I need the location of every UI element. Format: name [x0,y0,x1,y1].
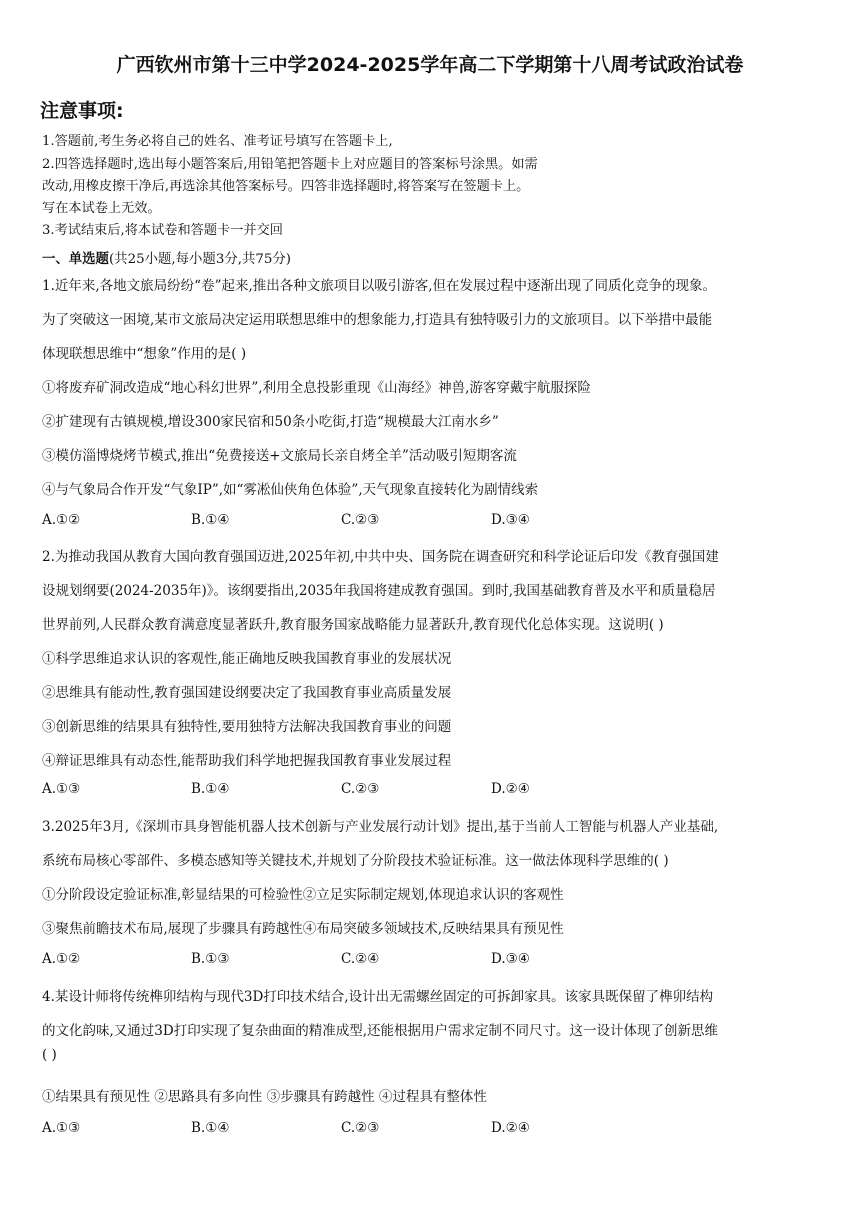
option-c: C.②④ [341,951,380,967]
option-b: B.①③ [191,951,230,967]
option-c: C.②③ [341,781,380,797]
question-item: ③创新思维的结果具有独特性,要用独特方法解决我国教育事业的问题 [42,719,452,735]
section-desc: (共25小题,每小题3分,共75分) [108,252,292,267]
question-stem-line: ( ) [42,1047,57,1063]
notice-line: 3.考试结束后,将本试卷和答题卡一并交回 [42,223,283,238]
option-d: D.③④ [491,951,530,967]
notice-line: 1.答题前,考生务必将自己的姓名、准考证号填写在答题卡上, [42,134,393,149]
option-b: B.①④ [191,781,230,797]
question-item: ①将废弃矿洞改造成“地心科幻世界”,利用全息投影重现《山海经》神兽,游客穿戴宇航服探险 [42,380,591,396]
question-stem-line: 2.为推动我国从教育大国向教育强国迈进,2025年初,中共中央、国务院在调查研究和科学论证后印发《教育强国建 [42,549,719,565]
question-item: ④辩证思维具有动态性,能帮助我们科学地把握我国教育事业发展过程 [42,753,452,769]
question-item: ②扩建现有古镇规模,增设300家民宿和50条小吃街,打造“规模最大江南水乡” [42,414,499,430]
question-item: ③聚焦前瞻技术布局,展现了步骤具有跨越性④布局突破多领域技术,反映结果具有预见性 [42,921,564,937]
notice-line: 写在本试卷上无效。 [42,201,161,216]
question-stem-line: 的文化韵味,又通过3D打印实现了复杂曲面的精准成型,还能根据用户需求定制不同尺寸。这一设计体现了创新思维 [42,1023,718,1039]
section-heading [42,248,291,267]
option-c: C.②③ [341,512,380,528]
option-a: A.①② [42,512,81,528]
option-c: C.②③ [341,1120,380,1136]
option-a: A.①③ [42,781,81,797]
option-b: B.①④ [191,512,230,528]
question-stem-line: 系统布局核心零部件、多模态感知等关键技术,并规划了分阶段技术验证标准。这一做法体现科学思维的( ) [42,853,669,869]
question-stem-line: 体现联想思维中“想象”作用的是( ) [42,346,247,362]
option-d: D.②④ [491,1120,530,1136]
section-name: 一、单选题 [42,252,109,267]
notice-heading: 注意事项: [40,100,124,122]
question-stem-line: 设规划纲要(2024-2035年)》。该纲要指出,2035年我国将建成教育强国。到时,我国基础教育普及水平和质量稳居 [42,583,716,599]
question-stem-line: 为了突破这一困境,某市文旅局决定运用联想思维中的想象能力,打造具有独特吸引力的文旅项目。以下举措中最能 [42,312,713,328]
option-a: A.①③ [42,1120,81,1136]
question-stem-line: 4.某设计师将传统榫卯结构与现代3D打印技术结合,设计出无需螺丝固定的可拆卸家具。该家具既保留了榫卯结构 [42,989,714,1005]
option-b: B.①④ [191,1120,230,1136]
question-item: ③模仿淄博烧烤节模式,推出“免费接送+文旅局长亲自烤全羊”活动吸引短期客流 [42,448,517,464]
notice-line: 改动,用橡皮擦干净后,再选涂其他答案标号。四答非选择题时,将答案写在签题卡上。 [42,179,530,194]
question-stem-line: 世界前列,人民群众教育满意度显著跃升,教育服务国家战略能力显著跃升,教育现代化总体实现。这说明( ) [42,617,664,633]
question-item: ①分阶段设定验证标准,彰显结果的可检验性②立足实际制定规划,体现追求认识的客观性 [42,887,564,903]
question-item: ②思维具有能动性,教育强国建设纲要决定了我国教育事业高质量发展 [42,685,452,701]
page-title: 广西钦州市第十三中学2024-2025学年高二下学期第十八周考试政治试卷 [116,54,744,76]
question-item: ①结果具有预见性 ②思路具有多向性 ③步骤具有跨越性 ④过程具有整体性 [42,1089,487,1105]
option-d: D.②④ [491,781,530,797]
question-stem-line: 1.近年来,各地文旅局纷纷“卷”起来,推出各种文旅项目以吸引游客,但在发展过程中逐渐出现了同质化竞争的现象。 [42,278,717,294]
option-a: A.①② [42,951,81,967]
question-item: ④与气象局合作开发“气象IP”,如“雾凇仙侠角色体验”,天气现象直接转化为剧情线索 [42,482,539,498]
notice-line: 2.四答选择题时,选出每小题答案后,用铅笔把答题卡上对应题目的答案标号涂黑。如需 [42,157,538,172]
option-d: D.③④ [491,512,530,528]
question-item: ①科学思维追求认识的客观性,能正确地反映我国教育事业的发展状况 [42,651,452,667]
question-stem-line: 3.2025年3月,《深圳市具身智能机器人技术创新与产业发展行动计划》提出,基于当前人工智能与机器人产业基础, [42,819,719,835]
